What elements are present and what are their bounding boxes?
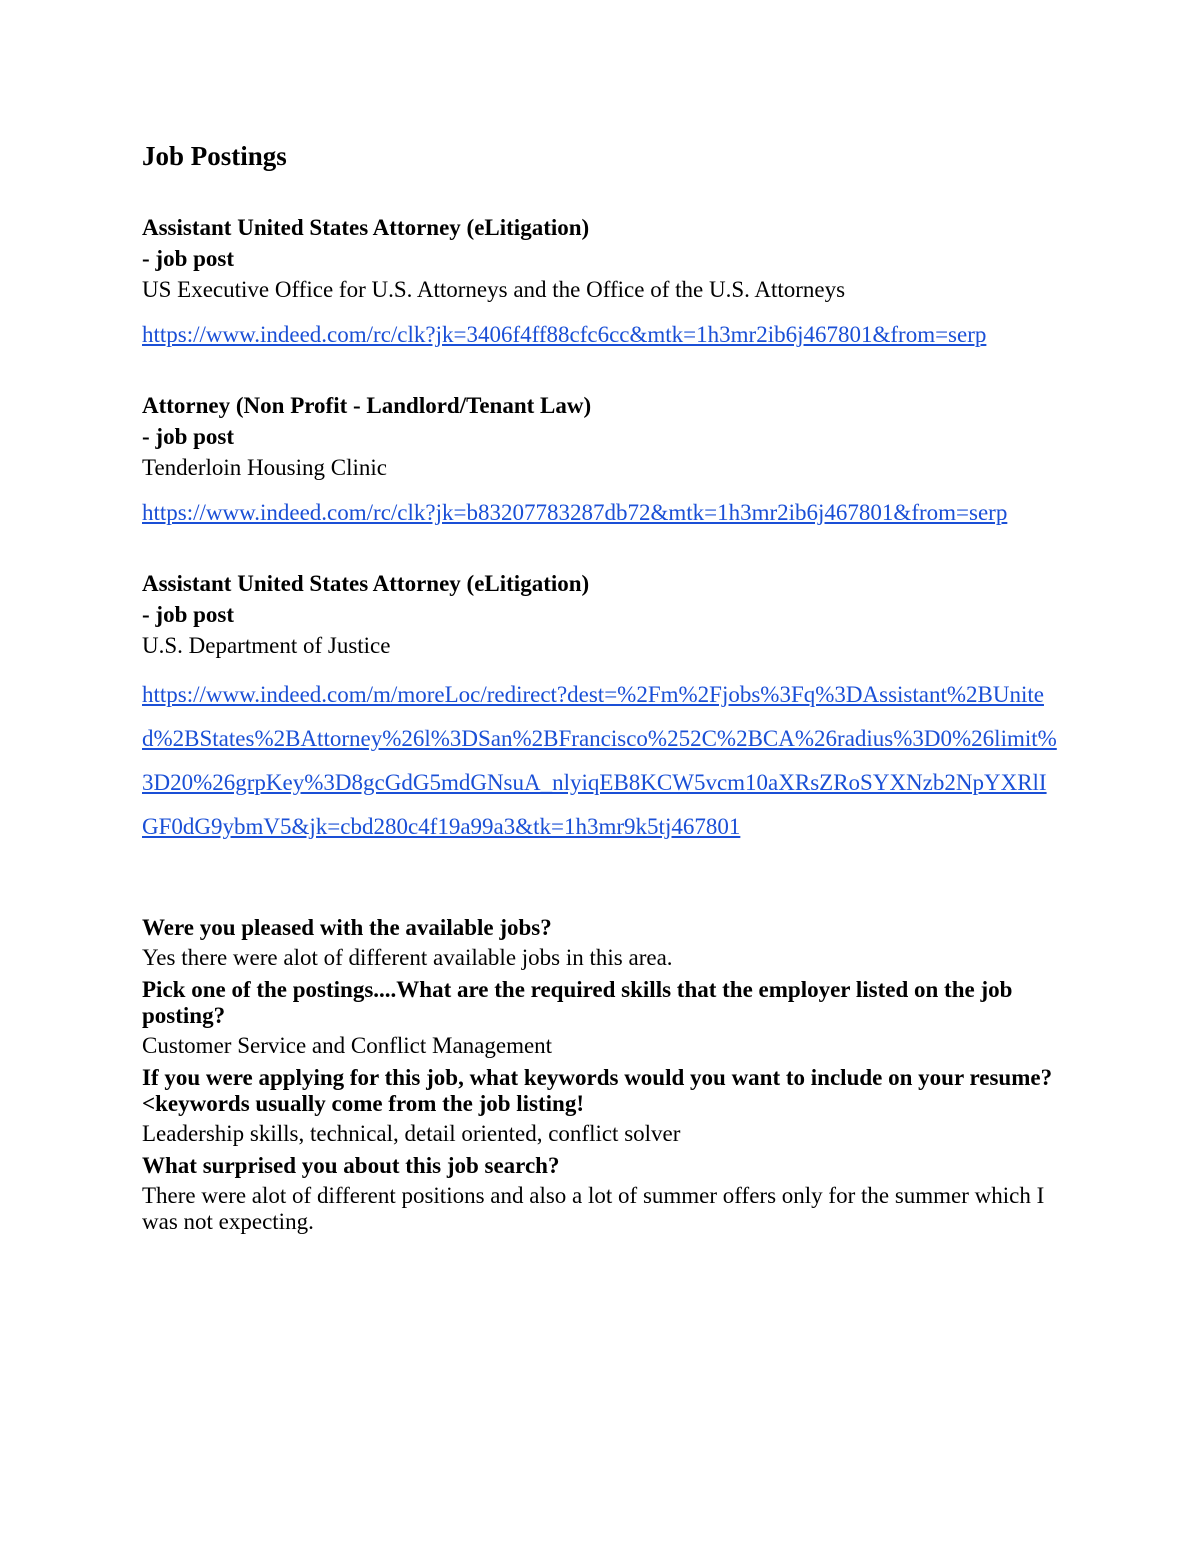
job-title: Assistant United States Attorney (eLitigation) [142,571,590,596]
job-employer: Tenderloin Housing Clinic [142,455,387,480]
answer: Customer Service and Conflict Management [142,1033,553,1058]
answer: Leadership skills, technical, detail oriented, conflict solver [142,1121,681,1146]
question: What surprised you about this job search? [142,1153,560,1178]
question-answer-section [142,915,1060,1235]
question: Were you pleased with the available jobs? [142,915,552,940]
job-post-label: - job post [142,602,235,627]
question: If you were applying for this job, what keywords would you want to include on your resume? <keywords usually come from the job listing! [142,1065,1053,1116]
document-page [142,138,1060,1241]
job-link[interactable]: https://www.indeed.com/rc/clk?jk=3406f4ff88cfc6cc&mtk=1h3mr2ib6j467801&from=serp [142,322,987,347]
job-post-label: - job post [142,246,235,271]
answer: Yes there were alot of different available jobs in this area. [142,945,673,970]
question: Pick one of the postings....What are the required skills that the employer listed on the job posting? [142,977,1013,1028]
job-post-label: - job post [142,424,235,449]
answer: There were alot of different positions and also a lot of summer offers only for the summer which I was not expecting. [142,1183,1045,1234]
job-employer: U.S. Department of Justice [142,633,391,658]
job-employer: US Executive Office for U.S. Attorneys and the Office of the U.S. Attorneys [142,277,846,302]
job-link[interactable]: https://www.indeed.com/rc/clk?jk=b83207783287db72&mtk=1h3mr2ib6j467801&from=serp [142,500,1008,525]
job-posting-1 [142,212,1060,352]
document-title: Job Postings [142,141,287,171]
job-posting-3 [142,568,1060,849]
job-posting-2 [142,390,1060,530]
job-link[interactable]: https://www.indeed.com/m/moreLoc/redirect?dest=%2Fm%2Fjobs%3Fq%3DAssistant%2BUnited%2BStates%2BAttorney%26l%3DSan%2BFrancisco%252C%2BCA%26radius%3D0%26limit%3D20%26grpKey%3D8gcGdG5mdGNsuA_nlyiqEB8KCW5vcm10aXRsZRoSYXNzb2NpYXRlIGF0dG9ybmV5&jk=cbd280c4f19a99a3&tk=1h3mr9k5tj467801 [142,682,1057,839]
job-title: Assistant United States Attorney (eLitigation) [142,215,590,240]
job-title: Attorney (Non Profit - Landlord/Tenant Law) [142,393,592,418]
